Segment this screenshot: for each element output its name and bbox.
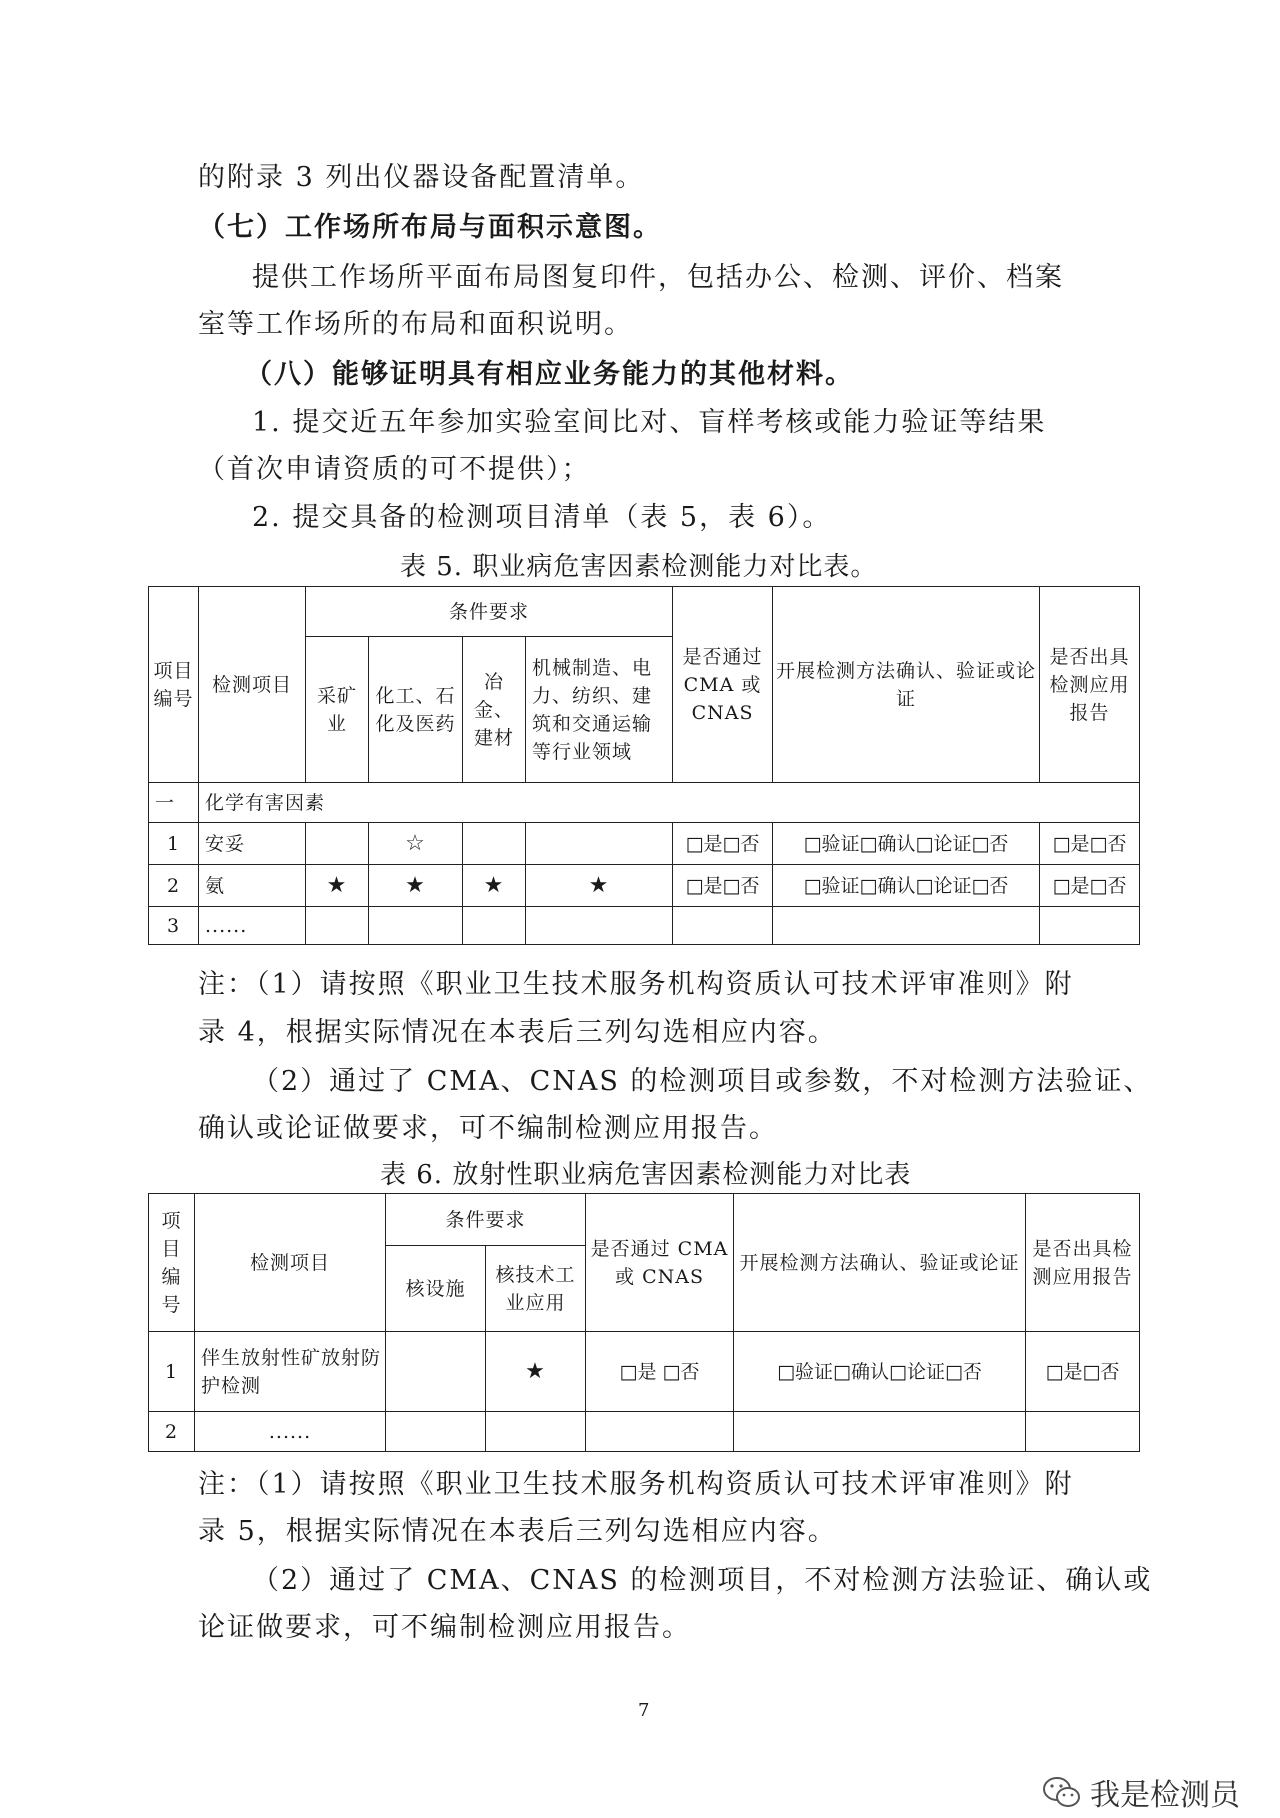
watermark: [1042, 1770, 1240, 1818]
header-report: 是否出具检测应用报告: [1040, 587, 1140, 783]
section-heading-7: （七）工作场所布局与面积示意图。: [198, 212, 662, 243]
header-method: 开展检测方法确认、验证或论证: [734, 1194, 1026, 1332]
note-line: 论证做要求，可不编制检测应用报告。: [198, 1612, 691, 1643]
row-other: ★: [526, 865, 673, 907]
table6: [148, 1193, 1140, 1452]
row-mining: [306, 823, 369, 865]
row-chem: ★: [369, 865, 463, 907]
row-item: ......: [195, 1412, 386, 1452]
row-mining: ★: [306, 865, 369, 907]
table6-caption: 表 6. 放射性职业病危害因素检测能力对比表: [380, 1160, 912, 1190]
row-chem: [369, 907, 463, 945]
row-other: [526, 907, 673, 945]
header-tech: 核技术工业应用: [486, 1246, 586, 1332]
table-row: [149, 865, 1140, 907]
header-cma: 是否通过 CMA 或 CNAS: [673, 587, 773, 783]
row-metal: ★: [463, 865, 526, 907]
row-report: [1026, 1412, 1140, 1452]
header-chem: 化工、石化及医药: [369, 637, 463, 783]
header-method: 开展检测方法确认、验证或论证: [773, 587, 1040, 783]
row-tech: [486, 1412, 586, 1452]
table-row: [149, 907, 1140, 945]
row-report-checkbox[interactable]: □是□否: [1040, 865, 1140, 907]
watermark-text: 我是检测员: [1090, 1778, 1240, 1813]
paragraph-line: 的附录 3 列出仪器设备配置清单。: [198, 162, 645, 193]
note-line: 录 5，根据实际情况在本表后三列勾选相应内容。: [198, 1516, 837, 1547]
table5: [148, 586, 1140, 945]
row-no: 3: [149, 907, 199, 945]
section-heading-8: （八）能够证明具有相应业务能力的其他材料。: [245, 359, 854, 390]
header-metal: 冶金、建材: [463, 637, 526, 783]
row-nuclear: [386, 1412, 486, 1452]
row-mining: [306, 907, 369, 945]
paragraph-line: 2. 提交具备的检测项目清单（表 5，表 6）。: [252, 502, 832, 533]
row-cma-checkbox[interactable]: □是 □否: [586, 1332, 734, 1412]
row-method-checkbox[interactable]: □验证□确认□论证□否: [734, 1332, 1026, 1412]
page-number: 7: [638, 1700, 650, 1721]
paragraph-line: 1. 提交近五年参加实验室间比对、盲样考核或能力验证等结果: [252, 407, 1047, 438]
row-method-checkbox[interactable]: □验证□确认□论证□否: [773, 823, 1040, 865]
row-cma-checkbox[interactable]: □是□否: [673, 865, 773, 907]
row-report-checkbox[interactable]: □是□否: [1026, 1332, 1140, 1412]
row-item: 安妥: [199, 823, 306, 865]
header-no: 项目编号: [149, 587, 199, 783]
row-tech: ★: [486, 1332, 586, 1412]
paragraph-line: 室等工作场所的布局和面积说明。: [198, 309, 633, 340]
row-cma-checkbox[interactable]: □是□否: [673, 823, 773, 865]
note-line: 注：（1）请按照《职业卫生技术服务机构资质认可技术评审准则》附: [198, 969, 1074, 1000]
row-method: [734, 1412, 1026, 1452]
row-other: [526, 823, 673, 865]
row-cma: [673, 907, 773, 945]
row-method: [773, 907, 1040, 945]
row-item: 伴生放射性矿放射防护检测: [195, 1332, 386, 1412]
wechat-icon: [1042, 1776, 1082, 1818]
header-conditions: 条件要求: [386, 1194, 586, 1246]
row-item: 氨: [199, 865, 306, 907]
row-item: ......: [199, 907, 306, 945]
note-line: 录 4，根据实际情况在本表后三列勾选相应内容。: [198, 1017, 837, 1048]
note-line: 注：（1）请按照《职业卫生技术服务机构资质认可技术评审准则》附: [198, 1469, 1074, 1500]
note-line: 确认或论证做要求，可不编制检测应用报告。: [198, 1113, 778, 1144]
header-no: 项目编号: [149, 1194, 195, 1332]
paragraph-line: 提供工作场所平面布局图复印件，包括办公、检测、评价、档案: [252, 262, 1064, 293]
paragraph-line: （首次申请资质的可不提供）；: [198, 454, 591, 485]
header-report: 是否出具检测应用报告: [1026, 1194, 1140, 1332]
header-item: 检测项目: [195, 1194, 386, 1332]
table-row: [149, 823, 1140, 865]
row-no: 2: [149, 865, 199, 907]
row-no: 1: [149, 1332, 195, 1412]
row-nuclear: [386, 1332, 486, 1412]
row-report-checkbox[interactable]: □是□否: [1040, 823, 1140, 865]
section-no: 一: [149, 783, 199, 823]
header-conditions: 条件要求: [306, 587, 673, 637]
row-report: [1040, 907, 1140, 945]
header-cma: 是否通过 CMA 或 CNAS: [586, 1194, 734, 1332]
row-metal: [463, 823, 526, 865]
row-metal: [463, 907, 526, 945]
row-no: 1: [149, 823, 199, 865]
row-method-checkbox[interactable]: □验证□确认□论证□否: [773, 865, 1040, 907]
section-label: 化学有害因素: [199, 783, 1140, 823]
row-cma: [586, 1412, 734, 1452]
header-nuclear: 核设施: [386, 1246, 486, 1332]
note-line: （2）通过了 CMA、CNAS 的检测项目，不对检测方法验证、确认或: [252, 1565, 1153, 1596]
header-item: 检测项目: [199, 587, 306, 783]
row-chem: ☆: [369, 823, 463, 865]
table-row: [149, 1412, 1140, 1452]
header-mining: 采矿业: [306, 637, 369, 783]
note-line: （2）通过了 CMA、CNAS 的检测项目或参数，不对检测方法验证、: [252, 1066, 1153, 1097]
table-row: [149, 1332, 1140, 1412]
header-other: 机械制造、电力、纺织、建筑和交通运输等行业领域: [526, 637, 673, 783]
table5-caption: 表 5. 职业病危害因素检测能力对比表。: [400, 552, 878, 582]
row-no: 2: [149, 1412, 195, 1452]
